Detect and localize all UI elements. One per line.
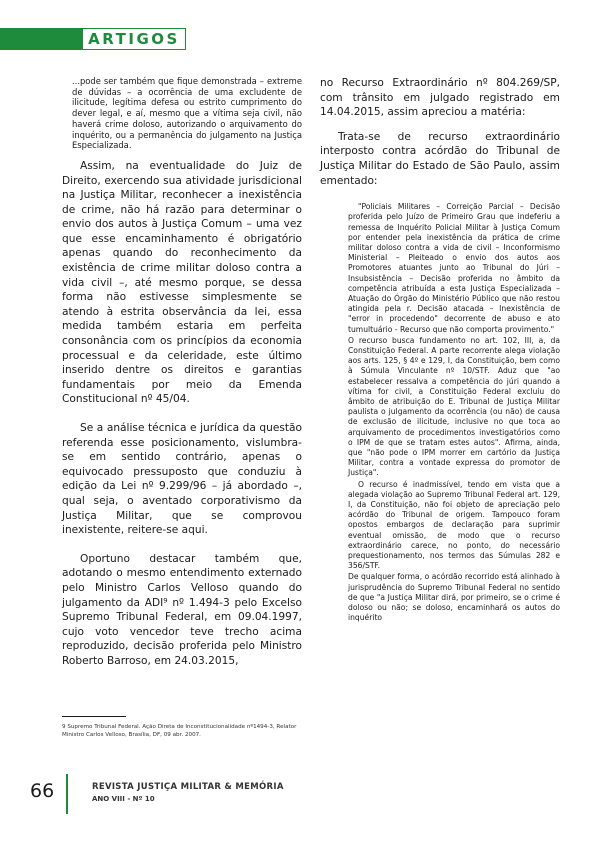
quote-qualquer-forma: De qualquer forma, o acórdão recorrido está alinhado à jurisprudência do Supremo Tribunal Federal no sentido de que "a Justiça Militar dirá, por primeiro, se o crime é doloso ou não; se doloso, encaminhará os autos do inquérito <box>348 572 560 623</box>
quote-ementa: "Policiais Militares – Correição Parcial – Decisão proferida pelo Juízo de Primeiro Grau que indeferiu a remessa de Inquérito Policial Militar à Justiça Comum por entender pela inexistência da prática de crime militar doloso contra a vida de civil – Inconformismo Ministerial – Pleiteado o envio dos autos aos Promotores atuantes junto ao Tribunal do Júri – Insubsistência – Decisão proferida no âmbito da competência atribuída a esta Justiça Especializada – Atuação do Órgão do Ministério Público que não restou atingida pela r. Decisão atacada – Inexistência de "error in procedendo" decorrente de abuso e ato tumultuário - Recurso que não comporta provimento." <box>348 202 560 334</box>
quote-recurso: O recurso busca fundamento no art. 102, III, a, da Constituição Federal. A parte recorrente alega violação aos arts. 125, § 4º e 129, I, da Constituição, bem como à Súmula Vinculante nº 10/STF. Aduz que "ao estabelecer ressalva a competência do júri quando a vítima for civil, a Constituição Federal excluiu do âmbito de atribuição do E. Tribunal de Justiça Militar paulista o julgamento da ocorrência (ou não) de causa de exclusão de ilicitude, inclusive no que toca ao arquivamento de procedimentos investigatórios como o IPM de que se tratam estes autos". Afirma, ainda, que "não pode o IPM morrer em cartório da Justiça Militar, contra a vontade expressa do promotor de Justiça". <box>348 335 560 478</box>
left-column <box>62 76 302 683</box>
right-paragraph-2: Trata-se de recurso extraordinário interposto contra acórdão do Tribunal de Justiça Militar do Estado de São Paulo, assim ementado: <box>320 130 560 187</box>
journal-title: REVISTA JUSTIÇA MILITAR & MEMÓRIA <box>92 782 284 792</box>
right-block-quote <box>320 202 560 623</box>
left-paragraph-3: Oportuno destacar também que, adotando o mesmo entendimento externado pelo Ministro Carlos Velloso quando do julgamento da ADI⁹ nº 1.494-3 pelo Excelso Supremo Tribunal Federal, em 09.04.1997, cujo voto vencedor teve trecho acima reproduzido, decisão proferida pelo Ministro Roberto Barroso, em 24.03.2015, <box>62 552 302 667</box>
right-paragraph-1: no Recurso Extraordinário nº 804.269/SP, com trânsito em julgado registrado em 14.04.2015, assim apreciou a matéria: <box>320 77 560 119</box>
page-number: 66 <box>30 780 55 802</box>
journal-issue: ANO VIII - Nº 10 <box>92 795 155 803</box>
quote-inadmissivel: O recurso é inadmissível, tendo em vista que a alegada violação ao Supremo Tribunal Federal art. 129, I, da Constituição, não foi objeto de apreciação pelo acórdão do Tribunal de origem. Tampouco foram opostos embargos de declaração para suprimir eventual omissão, de modo que o recurso extraordinário carece, no ponto, do necessário prequestionamento, nos termos das Súmulas 282 e 356/STF. <box>348 479 560 571</box>
left-paragraph-2: Se a análise técnica e jurídica da questão referenda esse posicionamento, vislumbra-se em sentido contrário, apenas o equivocado pressuposto que conduziu à edição da Lei nº 9.299/96 – já abordado –, qual seja, o aventado corporativismo da Justiça Militar, que se comprovou inexistente, reitere-se aqui. <box>62 422 302 537</box>
left-block-quote: ...pode ser também que fique demonstrada – extreme de dúvidas – a ocorrência de uma excludente de ilicitude, legítima defesa ou estrito cumprimento do dever legal, e aí, mesmo que a vítima seja civil, não haverá crime doloso, autorizando o arquivamento do inquérito, ou a permanência do julgamento na Justiça Especializada. <box>72 76 302 151</box>
footnote-divider <box>62 716 126 717</box>
left-paragraph-1: Assim, na eventualidade do Juiz de Direito, exercendo sua atividade jurisdicional na Justiça Militar, reconhecer a inexistência de crime, não há razão para determinar o envio dos autos à Justiça Comum – uma vez que esse encaminhamento é obrigatório apenas quando do reconhecimento da existência de crime militar doloso contra a vida civil –, até mesmo porque, se dessa forma não estivesse simplesmente se atendo à estrita observância da lei, essa medida também estaria em perfeita consonância com os princípios da economia processual e da celeridade, este último inserido dentre os direitos e garantias fundamentais por meio da Emenda Constitucional nº 45/04. <box>62 159 302 406</box>
header-accent-bar <box>0 28 84 50</box>
footnote: 9 Supremo Tribunal Federal. Ação Direta de Inconstitucionalidade nº1494-3, Relator Ministro Carlos Velloso, Brasília, DF, 09 abr. 2007. <box>62 724 297 738</box>
section-title: ARTIGOS <box>82 28 186 50</box>
right-column <box>320 76 560 625</box>
